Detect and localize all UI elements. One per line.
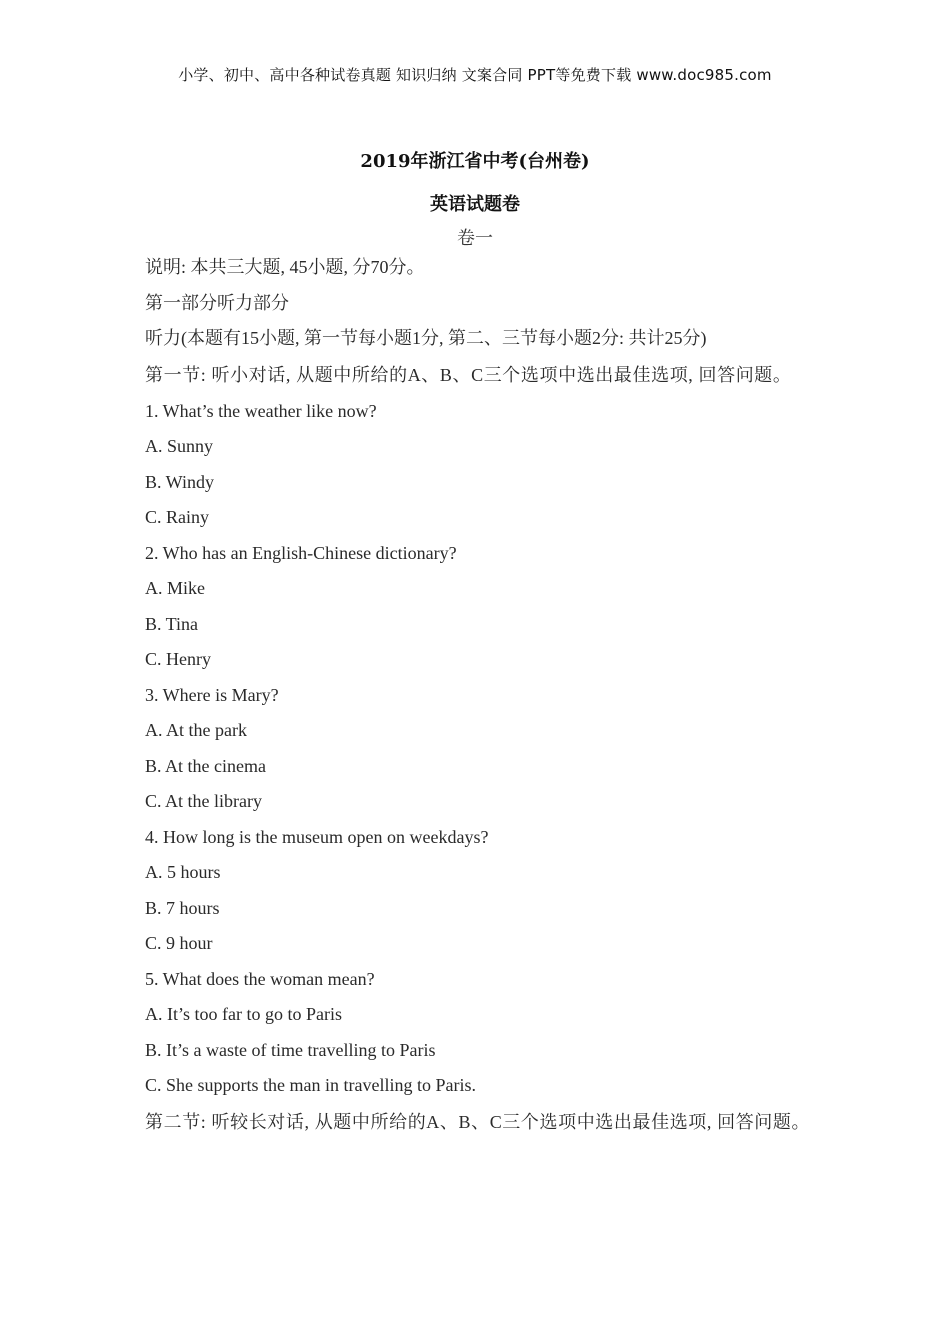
question-option: A. Mike xyxy=(145,578,205,598)
question-option: C. 9 hour xyxy=(145,933,213,953)
question-option: B. It’s a waste of time travelling to Paris xyxy=(145,1039,436,1060)
exam-subtitle: 英语试题卷 xyxy=(430,194,520,215)
listening-instructions: 听力(本题有15小题, 第一节每小题1分, 第二、三节每小题2分: 共计25分) xyxy=(145,328,707,348)
part-heading: 第一部分听力部分 xyxy=(145,292,289,313)
question-stem: 4. How long is the museum open on weekdays? xyxy=(145,826,489,847)
question-option: A. It’s too far to go to Paris xyxy=(145,1004,342,1024)
exam-title: 2019年浙江省中考(台州卷) xyxy=(360,151,590,172)
question-stem: 2. Who has an English-Chinese dictionary? xyxy=(145,542,457,563)
question-option: C. At the library xyxy=(145,791,262,811)
question-stem: 3. Where is Mary? xyxy=(145,684,279,705)
volume-label: 卷一 xyxy=(457,228,493,249)
question-option: C. She supports the man in travelling to Paris. xyxy=(145,1075,476,1095)
section-1-instructions: 第一节: 听小对话, 从题中所给的A、B、C三个选项中选出最佳选项, 回答问题。 xyxy=(145,364,792,385)
site-banner: 小学、初中、高中各种试卷真题 知识归纳 文案合同 PPT等免费下载 www.doc985.com xyxy=(178,66,772,84)
title-block xyxy=(0,148,950,252)
question-option: B. Tina xyxy=(145,613,199,634)
question-option: B. Windy xyxy=(145,471,214,492)
question-option: A. 5 hours xyxy=(145,862,221,882)
question-option: B. At the cinema xyxy=(145,755,266,776)
question-option: C. Rainy xyxy=(145,507,210,527)
section-2-instructions: 第二节: 听较长对话, 从题中所给的A、B、C三个选项中选出最佳选项, 回答问题。 xyxy=(145,1111,811,1132)
question-stem: 5. What does the woman mean? xyxy=(145,968,375,989)
question-option: A. At the park xyxy=(145,720,247,740)
question-option: A. Sunny xyxy=(145,436,214,456)
exam-content xyxy=(145,250,815,1141)
question-option: C. Henry xyxy=(145,649,211,669)
instructions-note: 说明: 本共三大题, 45小题, 分70分。 xyxy=(145,257,425,277)
question-stem: 1. What’s the weather like now? xyxy=(145,400,377,421)
question-option: B. 7 hours xyxy=(145,897,220,918)
